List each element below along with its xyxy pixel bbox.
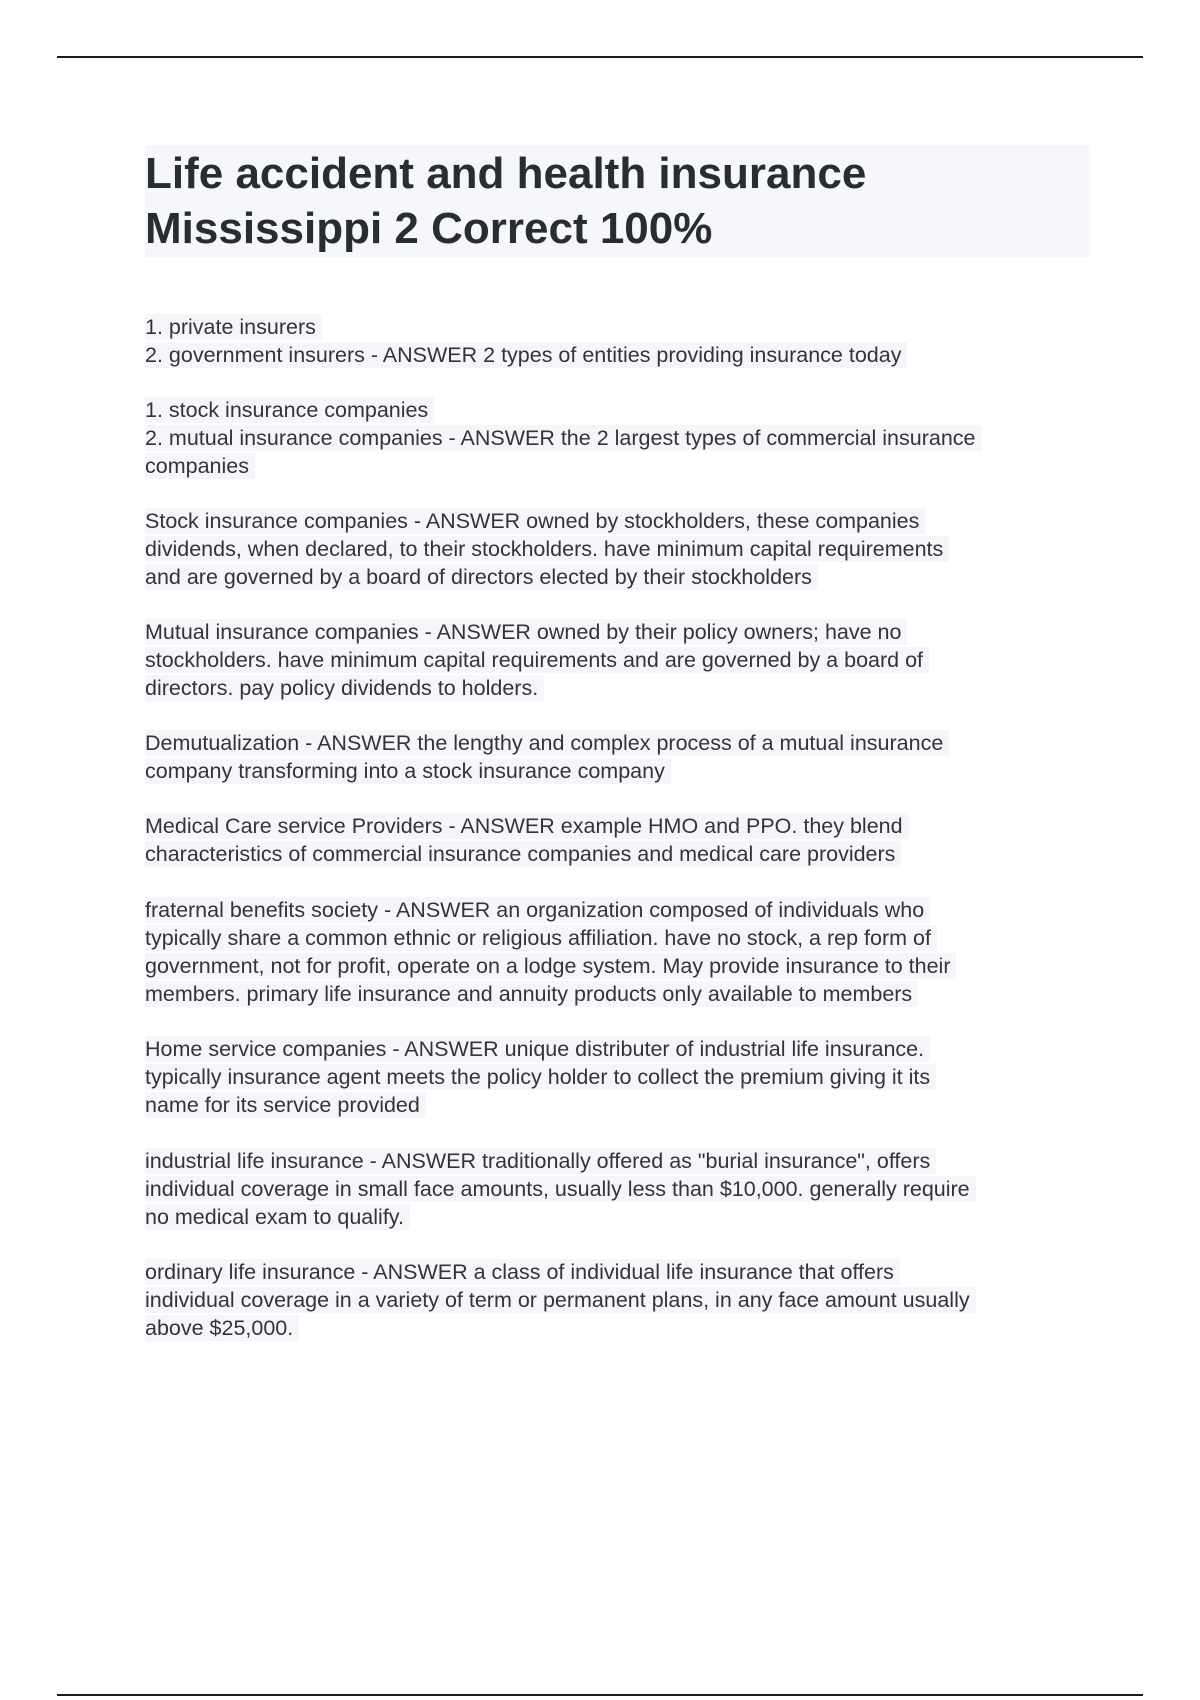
page-title <box>145 145 1090 257</box>
qa-line: industrial life insurance - ANSWER traditionally offered as "burial insurance", offers <box>145 1148 936 1174</box>
qa-line: typically insurance agent meets the policy holder to collect the premium giving it its <box>145 1064 936 1090</box>
qa-line: characteristics of commercial insurance companies and medical care providers <box>145 841 901 867</box>
qa-line: Mutual insurance companies - ANSWER owned by their policy owners; have no <box>145 619 907 645</box>
qa-line: above $25,000. <box>145 1315 299 1341</box>
qa-line: dividends, when declared, to their stockholders. have minimum capital requirements <box>145 536 949 562</box>
qa-line: directors. pay policy dividends to holders. <box>145 675 544 701</box>
qa-line: Medical Care service Providers - ANSWER example HMO and PPO. they blend <box>145 813 909 839</box>
qa-line: company transforming into a stock insurance company <box>145 758 671 784</box>
qa-line: government, not for profit, operate on a lodge system. May provide insurance to their <box>145 953 956 979</box>
title-line-2: Mississippi 2 Correct 100% <box>145 204 713 253</box>
qa-line: individual coverage in a variety of term or permanent plans, in any face amount usually <box>145 1287 976 1313</box>
qa-line: Demutualization - ANSWER the lengthy and complex process of a mutual insurance <box>145 730 949 756</box>
qa-line: individual coverage in small face amounts, usually less than $10,000. generally require <box>145 1176 976 1202</box>
qa-line: 1. private insurers <box>145 314 322 340</box>
top-rule <box>57 56 1143 58</box>
qa-line: Stock insurance companies - ANSWER owned by stockholders, these companies <box>145 508 925 534</box>
qa-line: ordinary life insurance - ANSWER a class of individual life insurance that offers <box>145 1259 900 1285</box>
qa-line: stockholders. have minimum capital requirements and are governed by a board of <box>145 647 929 673</box>
qa-line: members. primary life insurance and annuity products only available to members <box>145 981 918 1007</box>
bottom-rule <box>57 1694 1143 1696</box>
qa-line: and are governed by a board of directors elected by their stockholders <box>145 564 818 590</box>
qa-line: 2. government insurers - ANSWER 2 types of entities providing insurance today <box>145 342 907 368</box>
qa-line: Home service companies - ANSWER unique distributer of industrial life insurance. <box>145 1036 930 1062</box>
qa-line: companies <box>145 453 255 479</box>
qa-line: fraternal benefits society - ANSWER an organization composed of individuals who <box>145 897 930 923</box>
qa-line: 1. stock insurance companies <box>145 397 434 423</box>
qa-line: 2. mutual insurance companies - ANSWER the 2 largest types of commercial insurance <box>145 425 982 451</box>
qa-line: name for its service provided <box>145 1092 426 1118</box>
qa-line: typically share a common ethnic or religious affiliation. have no stock, a rep form of <box>145 925 937 951</box>
title-line-1: Life accident and health insurance <box>145 149 867 198</box>
qa-line: no medical exam to qualify. <box>145 1204 410 1230</box>
